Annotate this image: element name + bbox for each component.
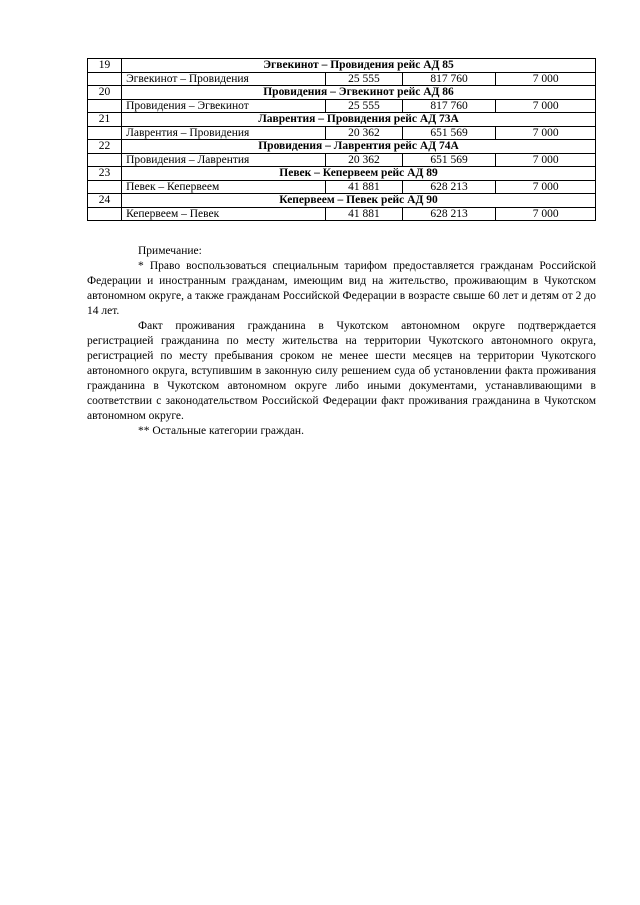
tariff-value-a: 41 881 (326, 180, 403, 194)
tariff-value-a: 20 362 (326, 153, 403, 167)
route-title: Эгвекинот – Провидения рейс АД 85 (122, 59, 596, 73)
route-tariff-row (88, 180, 596, 194)
route-number-empty (88, 153, 122, 167)
tariff-value-c: 7 000 (496, 207, 596, 221)
route-title-row (88, 86, 596, 100)
tariff-value-c: 7 000 (496, 72, 596, 86)
tariff-value-a: 25 555 (326, 99, 403, 113)
tariff-value-a: 20 362 (326, 126, 403, 140)
tariff-value-c: 7 000 (496, 99, 596, 113)
tariff-value-c: 7 000 (496, 126, 596, 140)
note-1: * Право воспользоваться специальным тарифом предоставляется гражданам Российской Федерации и иностранным гражданам, имеющим вид на жительство, проживающим в Чукотском автономном округе, а также гражданам Российской Федерации в возрасте свыше 60 лет и детям от 2 до 14 лет. (87, 260, 596, 317)
tariff-value-a: 41 881 (326, 207, 403, 221)
route-number: 22 (88, 140, 122, 154)
route-number-empty (88, 126, 122, 140)
tariff-value-a: 25 555 (326, 72, 403, 86)
route-tariff-row (88, 207, 596, 221)
tariff-value-b: 651 569 (402, 153, 496, 167)
tariff-value-c: 7 000 (496, 180, 596, 194)
tariff-value-b: 651 569 (402, 126, 496, 140)
route-title-row (88, 113, 596, 127)
note-2: Факт проживания гражданина в Чукотском автономном округе подтверждается регистрацией гражданина по месту жительства на территории Чукотского автономного округа, регистрацией по месту пребывания сроком не менее шести месяцев на территории Чукотского автономного округа, вступившим в законную силу решением суда об установлении факта проживания гражданина в Чукотском автономном округе либо иными документами, устанавливающими в соответствии с законодательством Российской Федерации факт проживания гражданина в Чукотском автономном округе. (87, 320, 596, 422)
route-title-row (88, 59, 596, 73)
tariff-value-c: 7 000 (496, 153, 596, 167)
route-title: Лаврентия – Провидения рейс АД 73А (122, 113, 596, 127)
route-number: 21 (88, 113, 122, 127)
notes-heading: Примечание: (138, 245, 202, 257)
route-direction: Провидения – Лаврентия (122, 153, 326, 167)
route-tariff-row (88, 153, 596, 167)
route-number: 20 (88, 86, 122, 100)
tariff-value-b: 628 213 (402, 180, 496, 194)
note-3: ** Остальные категории граждан. (138, 425, 304, 437)
tariff-value-b: 817 760 (402, 72, 496, 86)
route-title: Кепервеем – Певек рейс АД 90 (122, 194, 596, 208)
route-title-row (88, 167, 596, 181)
route-number-empty (88, 72, 122, 86)
route-direction: Провидения – Эгвекинот (122, 99, 326, 113)
route-number: 19 (88, 59, 122, 73)
route-tariff-row (88, 72, 596, 86)
route-direction: Лаврентия – Провидения (122, 126, 326, 140)
route-title: Провидения – Эгвекинот рейс АД 86 (122, 86, 596, 100)
route-number-empty (88, 180, 122, 194)
route-direction: Кепервеем – Певек (122, 207, 326, 221)
tariff-table (87, 58, 596, 221)
route-number-empty (88, 99, 122, 113)
route-tariff-row (88, 126, 596, 140)
route-title: Певек – Кепервеем рейс АД 89 (122, 167, 596, 181)
route-number-empty (88, 207, 122, 221)
tariff-table-body (88, 59, 596, 221)
route-title-row (88, 194, 596, 208)
route-number: 23 (88, 167, 122, 181)
route-title-row (88, 140, 596, 154)
route-direction: Эгвекинот – Провидения (122, 72, 326, 86)
route-number: 24 (88, 194, 122, 208)
route-direction: Певек – Кепервеем (122, 180, 326, 194)
route-tariff-row (88, 99, 596, 113)
tariff-value-b: 628 213 (402, 207, 496, 221)
notes-section (87, 244, 596, 439)
tariff-value-b: 817 760 (402, 99, 496, 113)
route-title: Провидения – Лаврентия рейс АД 74А (122, 140, 596, 154)
